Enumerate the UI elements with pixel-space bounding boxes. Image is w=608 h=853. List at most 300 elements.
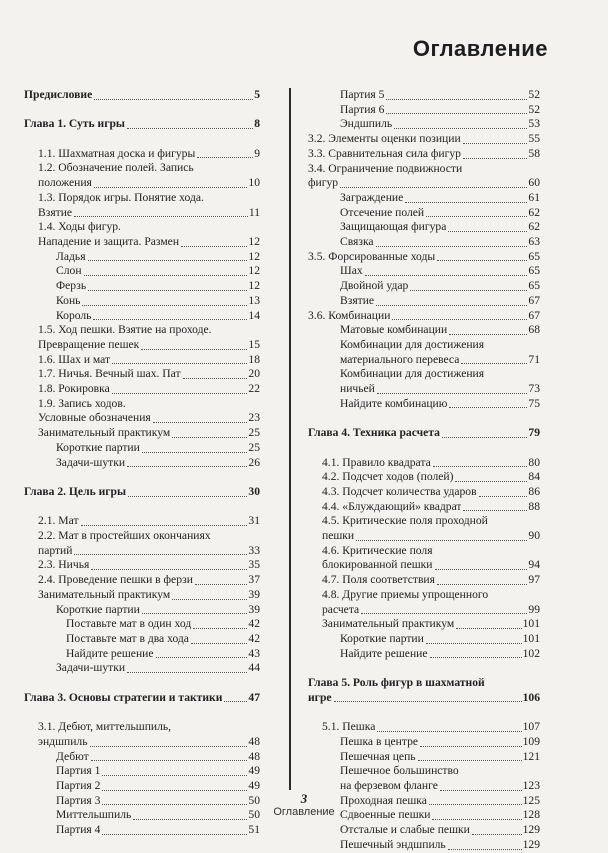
- spacer: [308, 411, 540, 426]
- dot-leader: [191, 643, 247, 644]
- toc-entry-title: 4.2. Подсчет ходов (полей): [322, 470, 454, 484]
- toc-page-number: 65: [528, 279, 540, 293]
- toc-page-number: 52: [528, 88, 540, 101]
- toc-entry-title: Короткие партии: [56, 440, 140, 454]
- toc-entry-title: Глава 2. Цель игры: [24, 484, 127, 498]
- toc-entry: [24, 397, 260, 412]
- toc-entry-title: пешки: [322, 529, 355, 543]
- toc-page-number: 10: [248, 176, 260, 190]
- toc-page-number: 20: [248, 367, 260, 381]
- dot-leader: [463, 510, 527, 511]
- toc-chapter-entry: [24, 691, 260, 706]
- dot-leader: [430, 657, 522, 658]
- toc-entry-title: партий: [38, 543, 73, 557]
- toc-entry: [24, 558, 260, 573]
- toc-entry-title: Дебют: [56, 749, 89, 763]
- toc-entry-title: 1.4. Ходы фигур.: [38, 220, 121, 234]
- toc-entry: [24, 250, 260, 265]
- toc-entry-title: на ферзевом фланге: [340, 778, 438, 792]
- toc-page-number: 49: [248, 764, 260, 778]
- toc-entry: [308, 176, 540, 191]
- toc-entry-title: Отсечение полей: [340, 205, 425, 219]
- toc-entry: [308, 617, 540, 632]
- dot-leader: [90, 746, 248, 747]
- toc-entry: [308, 647, 540, 662]
- toc-entry-title: Поставьте мат в два хода: [66, 631, 189, 645]
- dot-leader: [386, 99, 527, 100]
- toc-page-number: 73: [528, 382, 540, 396]
- toc-entry-title: 4.5. Критические поля проходной: [322, 514, 488, 528]
- toc-entry: [24, 382, 260, 397]
- toc-entry-title: Глава 1. Суть игры: [24, 117, 125, 131]
- toc-entry-title: 3.3. Сравнительная сила фигур: [308, 146, 461, 160]
- toc-page-number: 35: [248, 558, 260, 572]
- toc-page-number: 121: [522, 749, 540, 763]
- dot-leader: [334, 701, 522, 702]
- dot-leader: [392, 319, 527, 320]
- toc-entry-title: Взятие: [340, 293, 375, 307]
- dot-leader: [133, 819, 247, 820]
- toc-entry: [24, 441, 260, 456]
- toc-entry-title: Глава 4. Техника расчета: [308, 426, 440, 440]
- toc-entry: [24, 764, 260, 779]
- toc-entry-title: Миттельшпиль: [56, 808, 132, 822]
- toc-entry: [24, 309, 260, 324]
- toc-entry-title: Предисловие: [24, 88, 93, 101]
- toc-entry: [308, 353, 540, 368]
- toc-entry: [308, 588, 540, 603]
- toc-page-number: 39: [248, 587, 260, 601]
- toc-entry: [308, 220, 540, 235]
- dot-leader: [377, 731, 521, 732]
- dot-leader: [84, 275, 248, 276]
- dot-leader: [82, 305, 247, 306]
- toc-entry-title: 1.5. Ход пешки. Взятие на проходе.: [38, 323, 212, 337]
- toc-entry-title: Проходная пешка: [340, 793, 427, 807]
- toc-entry-title: Условные обозначения: [38, 411, 151, 425]
- toc-entry: [24, 456, 260, 471]
- toc-entry-title: Найдите решение: [340, 646, 428, 660]
- toc-entry: [24, 161, 260, 176]
- toc-entry-title: Короткие партии: [56, 602, 140, 616]
- toc-entry: [24, 603, 260, 618]
- toc-entry-title: Партия 6: [340, 102, 385, 116]
- toc-entry-title: 4.4. «Блуждающий» квадрат: [322, 499, 462, 513]
- toc-entry: [24, 220, 260, 235]
- toc-entry-title: 1.1. Шахматная доска и фигуры: [38, 146, 196, 160]
- toc-page-number: 75: [528, 396, 540, 410]
- dot-leader: [112, 393, 248, 394]
- toc-entry: [308, 529, 540, 544]
- dot-leader: [193, 628, 247, 629]
- toc-entry: [308, 323, 540, 338]
- toc-entry-title: Пешечный эндшпиль: [340, 837, 446, 851]
- toc-page-number: 102: [522, 646, 540, 660]
- toc-page-number: 42: [248, 631, 260, 645]
- toc-entry-title: Эндшпиль: [340, 117, 393, 131]
- toc-page-number: 62: [528, 205, 540, 219]
- dot-leader: [449, 334, 527, 335]
- toc-entry-title: 4.6. Критические поля: [322, 543, 433, 557]
- dot-leader: [74, 554, 247, 555]
- toc-entry: [308, 206, 540, 221]
- toc-entry-title: Партия 1: [56, 764, 101, 778]
- toc-entry: [24, 720, 260, 735]
- toc-entry-title: 3.1. Дебют, миттельшпиль,: [38, 720, 172, 734]
- toc-entry: [308, 132, 540, 147]
- dot-leader: [197, 157, 253, 158]
- dot-leader: [442, 437, 527, 438]
- toc-entry-title: Заграждение: [340, 190, 404, 204]
- toc-page-number: 12: [248, 264, 260, 278]
- toc-page-number: 63: [528, 235, 540, 249]
- toc-entry: [24, 206, 260, 221]
- toc-entry-title: Партия 4: [56, 823, 101, 837]
- dot-leader: [456, 628, 521, 629]
- toc-page-number: 25: [248, 426, 260, 440]
- toc-entry-title: 2.1. Мат: [38, 514, 79, 528]
- toc-entry: [24, 323, 260, 338]
- toc-entry: [308, 823, 540, 838]
- toc-entry: [308, 250, 540, 265]
- dot-leader: [74, 216, 248, 217]
- toc-page-number: 50: [248, 793, 260, 807]
- dot-leader: [449, 407, 527, 408]
- dot-leader: [461, 363, 527, 364]
- toc-entry: [24, 588, 260, 603]
- toc-entry: [308, 632, 540, 647]
- dot-leader: [418, 760, 522, 761]
- dot-leader: [224, 701, 247, 702]
- dot-leader: [448, 849, 522, 850]
- dot-leader: [386, 113, 527, 114]
- spacer: [24, 132, 260, 147]
- toc-page-number: 12: [248, 235, 260, 248]
- toc-entry-title: Сдвоенные пешки: [340, 808, 431, 822]
- toc-entry-title: Короткие партии: [340, 631, 424, 645]
- toc-page-number: 18: [248, 352, 260, 366]
- toc-entry: [24, 617, 260, 632]
- toc-page-number: 8: [254, 117, 260, 131]
- toc-entry-title: расчета: [322, 602, 360, 616]
- dot-leader: [479, 496, 528, 497]
- dot-leader: [405, 202, 527, 203]
- toc-entry: [308, 338, 540, 353]
- dot-leader: [437, 584, 527, 585]
- dot-leader: [94, 187, 248, 188]
- toc-page-number: 5: [254, 88, 260, 101]
- toc-entry: [308, 720, 540, 735]
- toc-entry-title: 3.5. Форсированные ходы: [308, 249, 436, 263]
- spacer: [24, 103, 260, 118]
- dot-leader: [448, 231, 527, 232]
- toc-entry: [24, 647, 260, 662]
- dot-leader: [181, 246, 247, 247]
- toc-entry-title: Отсталые и слабые пешки: [340, 823, 470, 837]
- toc-page-number: 12: [248, 279, 260, 293]
- dot-leader: [81, 525, 248, 526]
- toc-page-number: 30: [248, 484, 260, 498]
- toc-entry: [308, 500, 540, 515]
- dot-leader: [112, 363, 247, 364]
- toc-page-number: 129: [522, 823, 540, 837]
- dot-leader: [376, 246, 528, 247]
- toc-entry-title: Двойной удар: [340, 279, 409, 293]
- toc-page-number: 109: [522, 734, 540, 748]
- toc-page-number: 33: [248, 543, 260, 557]
- dot-leader: [127, 672, 247, 673]
- dot-leader: [435, 569, 528, 570]
- toc-page-number: 129: [522, 837, 540, 851]
- dot-leader: [433, 466, 528, 467]
- toc-entry: [24, 735, 260, 750]
- dot-leader: [455, 481, 527, 482]
- toc-left-column: [24, 88, 260, 838]
- column-divider: [289, 88, 291, 790]
- toc-page-number: 123: [522, 778, 540, 792]
- toc-page-number: 11: [248, 205, 260, 219]
- toc-entry-title: Взятие: [38, 205, 73, 219]
- toc-entry-title: Пешечное большинство: [340, 764, 459, 778]
- dot-leader: [437, 260, 527, 261]
- toc-page-number: 67: [528, 308, 540, 322]
- dot-leader: [88, 290, 247, 291]
- toc-entry: [24, 191, 260, 206]
- toc-entry: [24, 176, 260, 191]
- toc-entry-title: положения: [38, 176, 92, 190]
- toc-entry-title: Пешка в центре: [340, 734, 419, 748]
- toc-entry: [24, 514, 260, 529]
- toc-entry: [24, 823, 260, 838]
- dot-leader: [356, 540, 527, 541]
- toc-entry: [308, 191, 540, 206]
- toc-entry-title: Пешечная цепь: [340, 749, 416, 763]
- toc-page-number: 107: [522, 720, 540, 734]
- toc-entry-title: 1.9. Запись ходов.: [38, 396, 126, 410]
- toc-entry: [24, 235, 260, 250]
- toc-page-number: 106: [522, 690, 540, 704]
- toc-entry-title: 1.3. Порядок игры. Понятие хода.: [38, 190, 204, 204]
- toc-page-number: 9: [254, 146, 260, 160]
- dot-leader: [102, 834, 247, 835]
- dot-leader: [463, 143, 528, 144]
- toc-page-number: 14: [248, 308, 260, 322]
- toc-page-number: 15: [248, 337, 260, 351]
- toc-page-number: 79: [528, 426, 540, 440]
- toc-entry: [308, 456, 540, 471]
- toc-entry: [308, 88, 540, 103]
- toc-entry-title: Поставьте мат в один ход: [66, 617, 192, 631]
- toc-entry-title: Связка: [340, 235, 374, 249]
- toc-page-number: 101: [522, 617, 540, 631]
- toc-entry: [24, 279, 260, 294]
- toc-entry-title: 1.8. Рокировка: [38, 382, 110, 396]
- dot-leader: [141, 349, 247, 350]
- toc-chapter-entry: [308, 691, 540, 706]
- toc-chapter-entry: [24, 485, 260, 500]
- dot-leader: [394, 128, 527, 129]
- dot-leader: [128, 496, 247, 497]
- toc-entry-title: Найдите комбинацию: [340, 396, 448, 410]
- toc-page-number: 55: [528, 132, 540, 146]
- toc-entry-title: 4.3. Подсчет количества ударов: [322, 484, 477, 498]
- spacer: [24, 500, 260, 515]
- dot-leader: [91, 760, 248, 761]
- toc-entry-title: 2.4. Проведение пешки в ферзи: [38, 573, 193, 587]
- dot-leader: [142, 613, 248, 614]
- toc-entry: [24, 338, 260, 353]
- toc-entry: [308, 147, 540, 162]
- dot-leader: [94, 99, 253, 100]
- toc-entry: [308, 309, 540, 324]
- toc-entry: [24, 529, 260, 544]
- toc-entry: [24, 544, 260, 559]
- toc-entry-title: 2.2. Мат в простейших окончаниях: [38, 529, 211, 543]
- toc-page-number: 128: [522, 808, 540, 822]
- toc-page-number: 39: [248, 602, 260, 616]
- toc-entry-title: Задачи-шутки: [56, 455, 126, 469]
- dot-leader: [156, 657, 248, 658]
- toc-entry-title: Глава 3. Основы стратегии и тактики: [24, 690, 223, 704]
- toc-entry-title: Ферзь: [56, 279, 87, 293]
- toc-page-number: 23: [248, 411, 260, 425]
- toc-page-number: 37: [248, 573, 260, 587]
- toc-page-number: 58: [528, 146, 540, 160]
- toc-entry-title: 1.6. Шах и мат: [38, 352, 111, 366]
- toc-entry-title: 3.4. Ограничение подвижности: [308, 161, 463, 175]
- toc-entry-title: эндшпиль: [38, 734, 88, 748]
- dot-leader: [365, 275, 528, 276]
- dot-leader: [153, 422, 248, 423]
- toc-chapter-entry: [24, 117, 260, 132]
- toc-entry: [308, 279, 540, 294]
- toc-entry-title: 1.7. Ничья. Вечный шах. Пат: [38, 367, 181, 381]
- toc-entry-title: ничьей: [340, 382, 375, 396]
- dot-leader: [420, 746, 522, 747]
- toc-page-number: 25: [248, 440, 260, 454]
- toc-entry: [308, 470, 540, 485]
- toc-entry-title: Партия 5: [340, 88, 385, 101]
- dot-leader: [183, 378, 248, 379]
- toc-entry-title: Задачи-шутки: [56, 661, 126, 675]
- page-number: 3: [300, 791, 308, 806]
- toc-page-number: 44: [248, 661, 260, 675]
- toc-page-number: 68: [528, 323, 540, 337]
- toc-entry: [24, 353, 260, 368]
- toc-entry-title: Шах: [340, 264, 363, 278]
- toc-entry: [308, 294, 540, 309]
- dot-leader: [127, 466, 247, 467]
- toc-entry: [24, 264, 260, 279]
- dot-leader: [91, 569, 247, 570]
- toc-entry: [24, 426, 260, 441]
- toc-page-number: 125: [522, 793, 540, 807]
- toc-entry: [24, 632, 260, 647]
- dot-leader: [340, 187, 527, 188]
- dot-leader: [432, 819, 521, 820]
- page-title: Оглавление: [412, 36, 548, 61]
- toc-page-number: 13: [248, 293, 260, 307]
- toc-entry-title: Защищающая фигура: [340, 220, 447, 234]
- toc-page-number: 94: [528, 558, 540, 572]
- toc-entry-title: Занимательный практикум: [322, 617, 455, 631]
- toc-page-number: 50: [248, 808, 260, 822]
- spacer: [24, 470, 260, 485]
- toc-page-number: 86: [528, 484, 540, 498]
- toc-page-number: 90: [528, 529, 540, 543]
- spacer: [308, 661, 540, 676]
- toc-entry-title: Превращение пешек: [38, 337, 140, 351]
- dot-leader: [172, 599, 247, 600]
- spacer: [24, 705, 260, 720]
- toc-chapter-entry: [308, 426, 540, 441]
- toc-entry-title: 2.3. Ничья: [38, 558, 90, 572]
- toc-page-number: 42: [248, 617, 260, 631]
- toc-entry: [308, 544, 540, 559]
- toc-entry: [308, 750, 540, 765]
- toc-page-number: 61: [528, 190, 540, 204]
- toc-entry-title: Конь: [56, 293, 81, 307]
- toc-entry: [308, 117, 540, 132]
- toc-entry: [308, 103, 540, 118]
- toc-page-number: 48: [248, 749, 260, 763]
- toc-entry-title: 4.1. Правило квадрата: [322, 455, 431, 469]
- toc-page-number: 49: [248, 778, 260, 792]
- toc-page-number: 26: [248, 455, 260, 469]
- toc-page-number: 99: [528, 602, 540, 616]
- toc-entry-title: Комбинации для достижения: [340, 337, 485, 351]
- toc-entry-title: 4.8. Другие приемы упрощенного: [322, 587, 489, 601]
- dot-leader: [410, 290, 527, 291]
- toc-entry-title: 5.1. Пешка: [322, 720, 376, 734]
- toc-page-number: 60: [528, 176, 540, 190]
- toc-entry: [308, 558, 540, 573]
- toc-entry-title: 4.7. Поля соответствия: [322, 573, 435, 587]
- toc-entry-title: 3.6. Комбинации: [308, 308, 391, 322]
- toc-entry: [308, 235, 540, 250]
- toc-page-number: 53: [528, 117, 540, 131]
- toc-page-number: 12: [248, 249, 260, 263]
- toc-entry: [24, 147, 260, 162]
- toc-entry-title: Комбинации для достижения: [340, 367, 485, 381]
- toc-entry: [308, 735, 540, 750]
- dot-leader: [142, 452, 248, 453]
- toc-entry: [24, 573, 260, 588]
- toc-entry: [308, 264, 540, 279]
- toc-entry: [308, 573, 540, 588]
- toc-entry-title: Ладья: [56, 249, 86, 263]
- running-footer: Оглавление: [273, 806, 335, 818]
- dot-leader: [426, 643, 522, 644]
- toc-page-number: 67: [528, 293, 540, 307]
- toc-entry-title: Глава 5. Роль фигур в шахматной: [308, 676, 485, 690]
- dot-leader: [88, 260, 248, 261]
- toc-entry: [308, 397, 540, 412]
- spacer: [308, 705, 540, 720]
- toc-entry: [24, 411, 260, 426]
- toc-page-number: 88: [528, 499, 540, 513]
- toc-entry-title: Слон: [56, 264, 82, 278]
- toc-entry: [24, 750, 260, 765]
- dot-leader: [472, 834, 522, 835]
- toc-entry-title: блокированной пешки: [322, 558, 433, 572]
- toc-page-number: 51: [248, 823, 260, 837]
- toc-entry-title: Занимательный практикум: [38, 587, 171, 601]
- toc-page-number: 47: [248, 690, 260, 704]
- toc-chapter-entry: [24, 88, 260, 103]
- dot-leader: [376, 305, 527, 306]
- toc-page-number: 52: [528, 102, 540, 116]
